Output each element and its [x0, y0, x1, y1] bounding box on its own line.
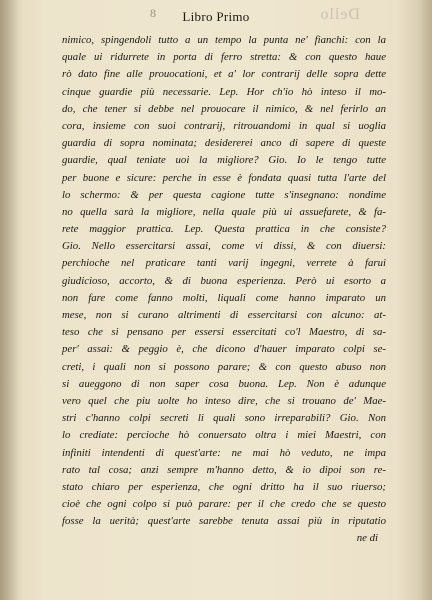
page-edge-shadow [418, 0, 432, 600]
text-line: vero quel che piu uolte ho inteso dire, che si trouano de' Mae- [62, 394, 386, 407]
text-line: fosse la uerità; quest'arte sarebbe tenuta assai più in riputatio [62, 515, 386, 528]
text-line: cioè che ogni colpo si può parare: per il che credo che se questo [62, 498, 386, 511]
text-line: si aueggono di non saper cosa buona. Lep. Non è adunque [62, 377, 386, 390]
text-line: guardia di sopra nominata; desidererei anco di sapere di queste [62, 137, 386, 150]
text-line: lo crediate: percioche hò conuersato oltra i miei Maestri, con [62, 429, 386, 442]
text-line: stato chiaro per esperienza, che ogni dritto ha il suo riuerso; [62, 480, 386, 493]
text-line: non fare come fanno molti, liquali come hanno imparato un [62, 291, 386, 304]
text-line: per' assai: & peggio è, che dicono d'hauer imparato colpi se- [62, 343, 386, 356]
text-line: rato tal cosa; anzi sempre m'hanno detto, & io dipoi son re- [62, 463, 386, 476]
page-number: 8 [150, 6, 156, 20]
text-line: do, che tener si debbe nel prouocare il nimico, & nel ferirlo an [62, 102, 386, 115]
text-line: creti, i quali non si possono parare; & con questo abuso non [62, 360, 386, 373]
text-line: Gio. Nello essercitarsi assai, come vi dissi, & con diuersi: [62, 240, 386, 253]
text-line: mese, non si curano altrimenti di essercitarsi con alcuno: at- [62, 309, 386, 321]
text-line: teso che si pensano per essersi essercitati co'l Maestro, di sa- [62, 326, 386, 339]
text-line: nimico, spingendoli tutto a un tempo la punta ne' fianchi: con la [62, 34, 386, 46]
text-line: per buone e sicure: perche in esse è fondata quasi tutta l'arte del [62, 171, 386, 184]
text-line: cinque guardie più necessarie. Lep. Hor ch'io hò inteso il mo- [62, 85, 386, 98]
text-line: infiniti intendenti di quest'arte: ne mai hò veduto, ne impa [62, 446, 386, 459]
spine-shadow [0, 0, 22, 600]
bleed-through-text: Dello [319, 6, 360, 23]
text-line: cora, insieme con suoi contrarij, ritrouandomi in qual si uoglia [62, 119, 386, 132]
text-line: rò dato fine alle prouocationi, et a' lor contrarij delle sopra dette [62, 68, 386, 81]
text-line: quale ui ridurrete in porta di ferro stretta: & con questo haue [62, 51, 386, 64]
running-head: Libro Primo [182, 9, 250, 24]
text-line: rete maggior prattica. Lep. Questa prattica in che consiste? [62, 223, 386, 236]
text-line: guardie, qual teniate uoi la migliore? Gio. Io le tengo tutte [62, 154, 386, 167]
text-line: perchioche nel praticare tanti varij ingegni, verrete à farui [62, 257, 386, 270]
text-line: no quella sarà la migliore, nella quale più ui assuefarete, & fa- [62, 205, 386, 218]
text-line: giudicioso, accorto, & di buona esperienza. Però ui esorto a [62, 274, 386, 287]
text-line: stri c'hanno colpi secreti li quali sono irreparabili? Gio. Non [62, 412, 386, 425]
text-line: ne di [356, 532, 378, 545]
body-text [62, 32, 386, 548]
text-line: lo schermo: & per questa cagione tutte s'insegnano: nondime [62, 188, 386, 201]
